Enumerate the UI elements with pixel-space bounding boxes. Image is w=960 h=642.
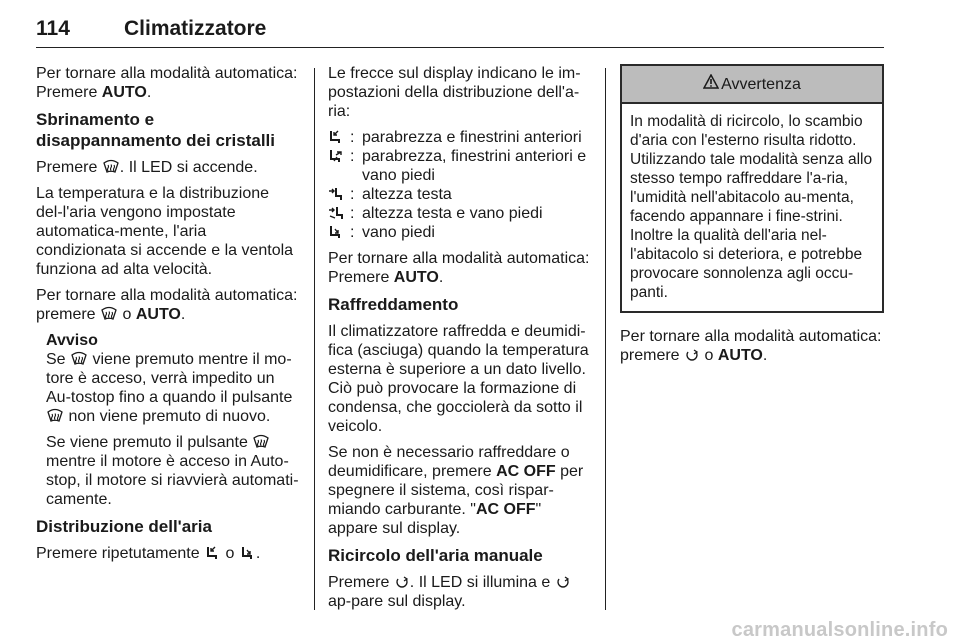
- distribution-list: [328, 128, 592, 242]
- defrost-icon: [253, 434, 269, 449]
- section-heading-defrost: Sbrinamento e disappannamento dei cristalli: [36, 110, 276, 150]
- recirculation-icon: [556, 575, 570, 589]
- warning-box: [620, 64, 884, 313]
- column-divider: [605, 68, 606, 610]
- notice-title: Avviso: [46, 332, 98, 349]
- paragraph: Se viene premuto mentre il mo-tore è acceso, verrà impedito un Au-tostop fino a quando il pulsante non viene premuto di nuovo.: [46, 351, 293, 425]
- paragraph: Premere . Il LED si illumina e ap-pare sul display.: [328, 573, 592, 611]
- section-heading-distribution: Distribuzione dell'aria: [36, 517, 212, 536]
- page-number: 114: [36, 17, 70, 40]
- paragraph: La temperatura e la distribuzione del-l'aria vengono impostate automatica-mente, l'aria condizionata si accende e la ventola funziona ad alta velocità.: [36, 185, 294, 278]
- section-heading-cooling: Raffreddamento: [328, 295, 459, 314]
- defrost-icon: [101, 306, 117, 321]
- paragraph: Per tornare alla modalità automatica: Premere AUTO.: [328, 250, 590, 286]
- list-item: : parabrezza, finestrini anteriori e vano piedi: [328, 147, 592, 185]
- list-item: : altezza testa: [328, 185, 592, 204]
- paragraph: Se viene premuto il pulsante mentre il motore è acceso in Auto-stop, il motore si riavvierà automati-camente.: [46, 434, 299, 508]
- warning-triangle-icon: [703, 74, 719, 94]
- paragraph: Per tornare alla modalità automatica: premere o AUTO.: [36, 287, 298, 323]
- recirculation-icon: [395, 575, 409, 589]
- paragraph: Premere ripetutamente o .: [36, 545, 261, 562]
- list-item: : vano piedi: [328, 223, 592, 242]
- head-feet-icon: [328, 204, 350, 220]
- column-middle: [328, 64, 592, 618]
- paragraph: Il climatizzatore raffredda e deumidi-fica (asciuga) quando la temperatura esterna è superiore a un dato livello. Ciò può provocare la formazione di condensa, che gocciolerà da sotto il veicolo.: [328, 323, 589, 435]
- column-divider: [314, 68, 315, 610]
- windshield-feet-icon: [328, 147, 350, 163]
- defrost-icon: [103, 159, 119, 174]
- warning-text: In modalità di ricircolo, lo scambio d'aria con l'esterno risulta ridotto. Utilizzando tale modalità senza allo stesso tempo raffreddare l'a-ria, l'umidità nell'abitacolo au-menta, facendo appannare i fine-strini. Inoltre la qualità dell'aria nel-l'abitacolo si deteriora, e potrebbe provocare sonnolenza agli occu-panti.: [630, 113, 873, 301]
- section-heading-recirculation: Ricircolo dell'aria manuale: [328, 546, 543, 565]
- footwell-icon: [328, 223, 350, 239]
- seat-arrow-up-icon: [205, 546, 220, 560]
- notice-block: [36, 331, 300, 509]
- chapter-title: Climatizzatore: [124, 17, 267, 40]
- watermark: carmanualsonline.info: [731, 619, 948, 641]
- windshield-footwell-icon: [328, 128, 350, 144]
- page-header: [36, 8, 884, 48]
- paragraph: Per tornare alla modalità automatica: Premere AUTO.: [36, 65, 298, 101]
- recirculation-icon: [685, 348, 699, 362]
- list-item: : altezza testa e vano piedi: [328, 204, 592, 223]
- paragraph: Le frecce sul display indicano le im-postazioni della distribuzione dell'a-ria:: [328, 65, 581, 120]
- warning-header: [622, 66, 882, 104]
- column-left: [36, 64, 300, 570]
- defrost-icon: [47, 408, 63, 423]
- list-item: : parabrezza e finestrini anteriori: [328, 128, 592, 147]
- defrost-icon: [71, 351, 87, 366]
- column-right: [620, 64, 888, 372]
- warning-title: Avvertenza: [721, 75, 801, 93]
- paragraph: Se non è necessario raffreddare o deumidificare, premere AC OFF per spegnere il sistema, così rispar-miando carburante. "AC OFF" appare sul display.: [328, 444, 584, 537]
- head-level-icon: [328, 185, 350, 201]
- paragraph: Premere . Il LED si accende.: [36, 159, 258, 176]
- paragraph: Per tornare alla modalità automatica: premere o AUTO.: [620, 328, 882, 364]
- seat-arrow-down-icon: [240, 546, 255, 560]
